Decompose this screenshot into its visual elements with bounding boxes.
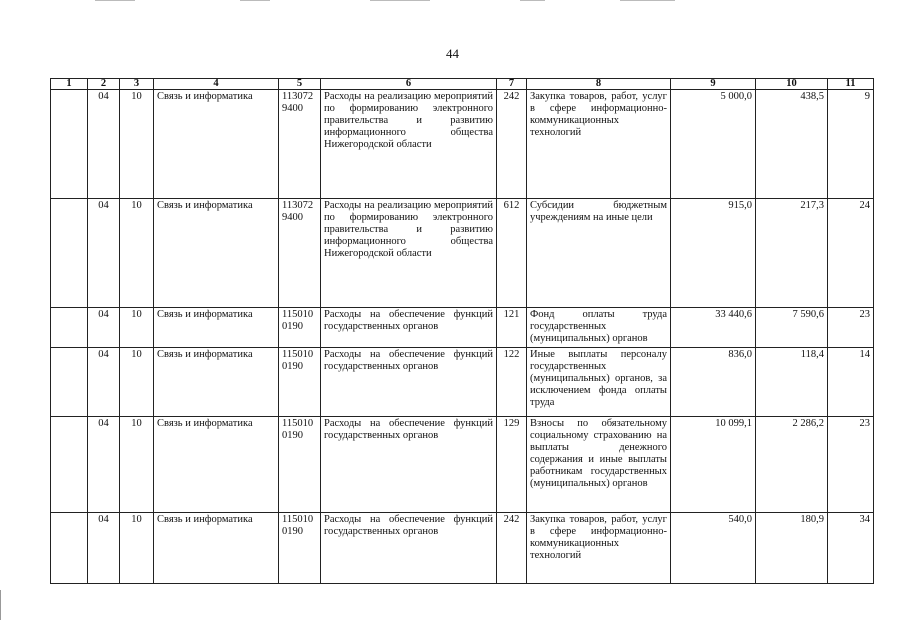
cell-article-name: Расходы на обеспечение функций государственных органов	[321, 308, 497, 348]
cell-expense-type: 129	[497, 417, 527, 513]
cell-percent: 34	[828, 513, 874, 584]
cell-percent: 24	[828, 199, 874, 308]
cell-actual: 180,9	[756, 513, 828, 584]
cell-target-article: 115010 0190	[279, 348, 321, 417]
table-row	[51, 90, 874, 199]
cell-expense-type: 612	[497, 199, 527, 308]
table-row	[51, 513, 874, 584]
cell-target-article: 113072 9400	[279, 199, 321, 308]
cell-plan: 33 440,6	[671, 308, 756, 348]
cell-col1	[51, 308, 88, 348]
cell-percent: 23	[828, 308, 874, 348]
cell-section: 04	[88, 513, 120, 584]
cell-target-article: 115010 0190	[279, 513, 321, 584]
col-header-5: 5	[279, 79, 321, 90]
cell-subsection: 10	[120, 308, 154, 348]
col-header-11: 11	[828, 79, 874, 90]
table-row	[51, 348, 874, 417]
cell-article-name: Расходы на обеспечение функций государственных органов	[321, 417, 497, 513]
cell-percent: 9	[828, 90, 874, 199]
cell-col1	[51, 199, 88, 308]
cell-actual: 438,5	[756, 90, 828, 199]
col-header-2: 2	[88, 79, 120, 90]
table-row	[51, 308, 874, 348]
cell-section-name: Связь и информатика	[154, 90, 279, 199]
cell-plan: 915,0	[671, 199, 756, 308]
col-header-1: 1	[51, 79, 88, 90]
cell-target-article: 113072 9400	[279, 90, 321, 199]
cell-expense-type: 122	[497, 348, 527, 417]
cell-subsection: 10	[120, 513, 154, 584]
cell-article-name: Расходы на реализацию мероприятий по формированию электронного правительства и развитию информационного общества Нижегородской области	[321, 199, 497, 308]
cell-article-name: Расходы на обеспечение функций государственных органов	[321, 513, 497, 584]
cell-section: 04	[88, 90, 120, 199]
cell-expense-name: Взносы по обязательному социальному страхованию на выплаты денежного содержания и иные выплаты работникам государственных (муниципальных) органов	[527, 417, 671, 513]
cell-section-name: Связь и информатика	[154, 308, 279, 348]
cell-expense-type: 242	[497, 90, 527, 199]
table-row	[51, 417, 874, 513]
cell-expense-type: 121	[497, 308, 527, 348]
cell-section-name: Связь и информатика	[154, 199, 279, 308]
table-row	[51, 199, 874, 308]
cell-section-name: Связь и информатика	[154, 348, 279, 417]
cell-col1	[51, 513, 88, 584]
cell-col1	[51, 417, 88, 513]
cell-section: 04	[88, 199, 120, 308]
header-row	[51, 79, 874, 90]
cell-target-article: 115010 0190	[279, 308, 321, 348]
col-header-9: 9	[671, 79, 756, 90]
budget-table-container	[50, 78, 874, 584]
cell-percent: 14	[828, 348, 874, 417]
cell-article-name: Расходы на реализацию мероприятий по формированию электронного правительства и развитию информационного общества Нижегородской области	[321, 90, 497, 199]
budget-table	[50, 78, 874, 584]
cell-actual: 2 286,2	[756, 417, 828, 513]
cell-expense-name: Иные выплаты персоналу государственных (муниципальных) органов, за исключением фонда оплаты труда	[527, 348, 671, 417]
col-header-3: 3	[120, 79, 154, 90]
col-header-6: 6	[321, 79, 497, 90]
cell-plan: 10 099,1	[671, 417, 756, 513]
col-header-10: 10	[756, 79, 828, 90]
cell-subsection: 10	[120, 199, 154, 308]
cell-plan: 540,0	[671, 513, 756, 584]
cell-col1	[51, 90, 88, 199]
cell-percent: 23	[828, 417, 874, 513]
cell-section-name: Связь и информатика	[154, 417, 279, 513]
cell-expense-name: Закупка товаров, работ, услуг в сфере информационно-коммуникационных технологий	[527, 90, 671, 199]
col-header-4: 4	[154, 79, 279, 90]
cell-subsection: 10	[120, 348, 154, 417]
cell-actual: 217,3	[756, 199, 828, 308]
cell-section-name: Связь и информатика	[154, 513, 279, 584]
cell-plan: 836,0	[671, 348, 756, 417]
cell-plan: 5 000,0	[671, 90, 756, 199]
cell-expense-name: Фонд оплаты труда государственных (муниципальных) органов	[527, 308, 671, 348]
cell-actual: 7 590,6	[756, 308, 828, 348]
cell-actual: 118,4	[756, 348, 828, 417]
cell-col1	[51, 348, 88, 417]
page-number: 44	[446, 46, 459, 61]
cell-article-name: Расходы на обеспечение функций государственных органов	[321, 348, 497, 417]
cell-subsection: 10	[120, 417, 154, 513]
col-header-8: 8	[527, 79, 671, 90]
cell-target-article: 115010 0190	[279, 417, 321, 513]
cell-expense-name: Субсидии бюджетным учреждениям на иные цели	[527, 199, 671, 308]
cell-subsection: 10	[120, 90, 154, 199]
cell-expense-type: 242	[497, 513, 527, 584]
cell-expense-name: Закупка товаров, работ, услуг в сфере информационно-коммуникационных технологий	[527, 513, 671, 584]
cell-section: 04	[88, 308, 120, 348]
col-header-7: 7	[497, 79, 527, 90]
cell-section: 04	[88, 348, 120, 417]
cell-section: 04	[88, 417, 120, 513]
